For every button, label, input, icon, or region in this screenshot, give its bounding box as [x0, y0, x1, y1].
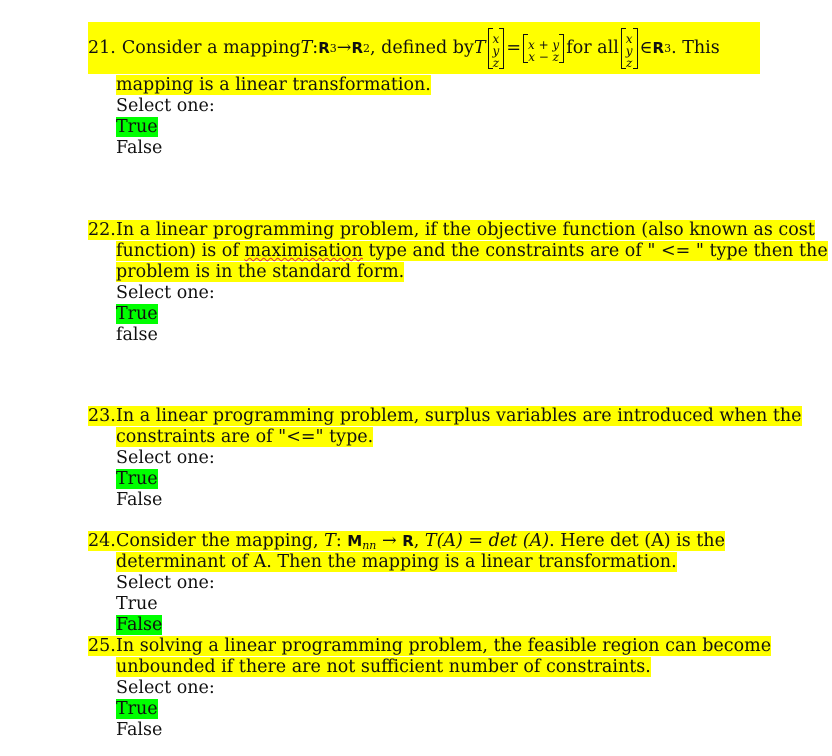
question-21-number: 21.	[88, 38, 116, 58]
question-24-line1a: Consider the mapping,	[116, 531, 325, 551]
option-false[interactable]: false	[116, 325, 158, 345]
option-false[interactable]: False	[116, 615, 163, 635]
vector-entry: x	[492, 31, 500, 46]
question-21-tail: . This	[671, 38, 720, 58]
question-22-misspelled-word: maximisation	[244, 241, 363, 261]
select-one-label: Select one:	[116, 283, 215, 303]
vector-entry: y	[492, 43, 500, 58]
element-of: ∈	[639, 38, 653, 58]
set-R: R	[652, 39, 665, 57]
vector-entry: x + y	[527, 37, 560, 52]
question-24	[88, 531, 788, 636]
question-22-line2a: function) is of	[116, 241, 245, 261]
question-23-line2: constraints are of "<=" type.	[116, 427, 374, 447]
question-21-line2: mapping is a linear transformation.	[116, 75, 431, 95]
question-22-number: 22.	[88, 220, 116, 240]
option-true[interactable]: True	[116, 699, 158, 719]
option-true[interactable]: True	[116, 594, 158, 614]
option-false[interactable]: False	[116, 138, 163, 158]
codomain-exponent: 2	[363, 41, 370, 55]
select-one-label: Select one:	[116, 678, 215, 698]
vector-entry: x − z	[528, 49, 559, 64]
option-true[interactable]: True	[116, 304, 158, 324]
set-exponent: 3	[664, 41, 672, 55]
vector-entry: z	[626, 55, 633, 70]
matrix-space-M: M	[347, 532, 363, 550]
question-25-line2: unbounded if there are not sufficient number of constraints.	[116, 657, 651, 677]
vector-entry: x	[625, 31, 633, 46]
select-one-label: Select one:	[116, 573, 215, 593]
question-24-line1b: . Here det (A) is the	[549, 531, 725, 551]
question-22-line3: problem is in the standard form.	[116, 262, 405, 282]
determinant-formula: T(A) = det (A)	[424, 531, 550, 551]
domain-exponent: 3	[329, 41, 337, 55]
question-21-formula-line	[88, 22, 760, 74]
question-24-number: 24.	[88, 531, 116, 551]
question-25	[88, 636, 788, 741]
comma: ,	[413, 531, 425, 551]
symbol-T: T	[324, 531, 336, 551]
select-one-label: Select one:	[116, 448, 215, 468]
output-vector	[523, 34, 564, 63]
defined-by-text: , defined by	[370, 38, 474, 58]
option-false[interactable]: False	[116, 490, 163, 510]
option-false[interactable]: False	[116, 720, 163, 740]
question-23-number: 23.	[88, 406, 116, 426]
symbol-T: T	[300, 38, 313, 58]
arrow: →	[376, 531, 403, 551]
question-25-line1: In solving a linear programming problem, the feasible region can become	[116, 636, 772, 656]
vector-entry: z	[492, 55, 500, 70]
equals-sign: =	[506, 38, 521, 58]
question-23	[88, 406, 802, 511]
question-22-line1: In a linear programming problem, if the objective function (also known as cost	[116, 220, 815, 240]
question-25-number: 25.	[88, 636, 116, 656]
matrix-space-subscript: nn	[362, 539, 377, 552]
question-21-intro: Consider a mapping	[121, 38, 301, 58]
select-one-label: Select one:	[116, 96, 215, 116]
for-all-text: for all	[566, 38, 619, 58]
symbol-T-apply: T	[473, 38, 486, 58]
question-23-line1: In a linear programming problem, surplus variables are introduced when the	[116, 406, 802, 426]
vector-entry: y	[625, 43, 633, 58]
option-true[interactable]: True	[116, 469, 158, 489]
codomain-R: R	[351, 39, 363, 57]
question-22-line2c: type and the constraints are of " <= " type then the	[362, 241, 828, 261]
input-vector	[488, 28, 505, 69]
question-22	[88, 220, 828, 346]
option-true[interactable]: True	[116, 117, 158, 137]
arrow: →	[336, 38, 352, 58]
quantifier-vector	[621, 28, 638, 69]
set-R: R	[402, 532, 414, 550]
colon: :	[312, 38, 319, 58]
question-24-line2: determinant of A. Then the mapping is a linear transformation.	[116, 552, 677, 572]
domain-R: R	[318, 39, 330, 57]
colon: :	[335, 531, 348, 551]
